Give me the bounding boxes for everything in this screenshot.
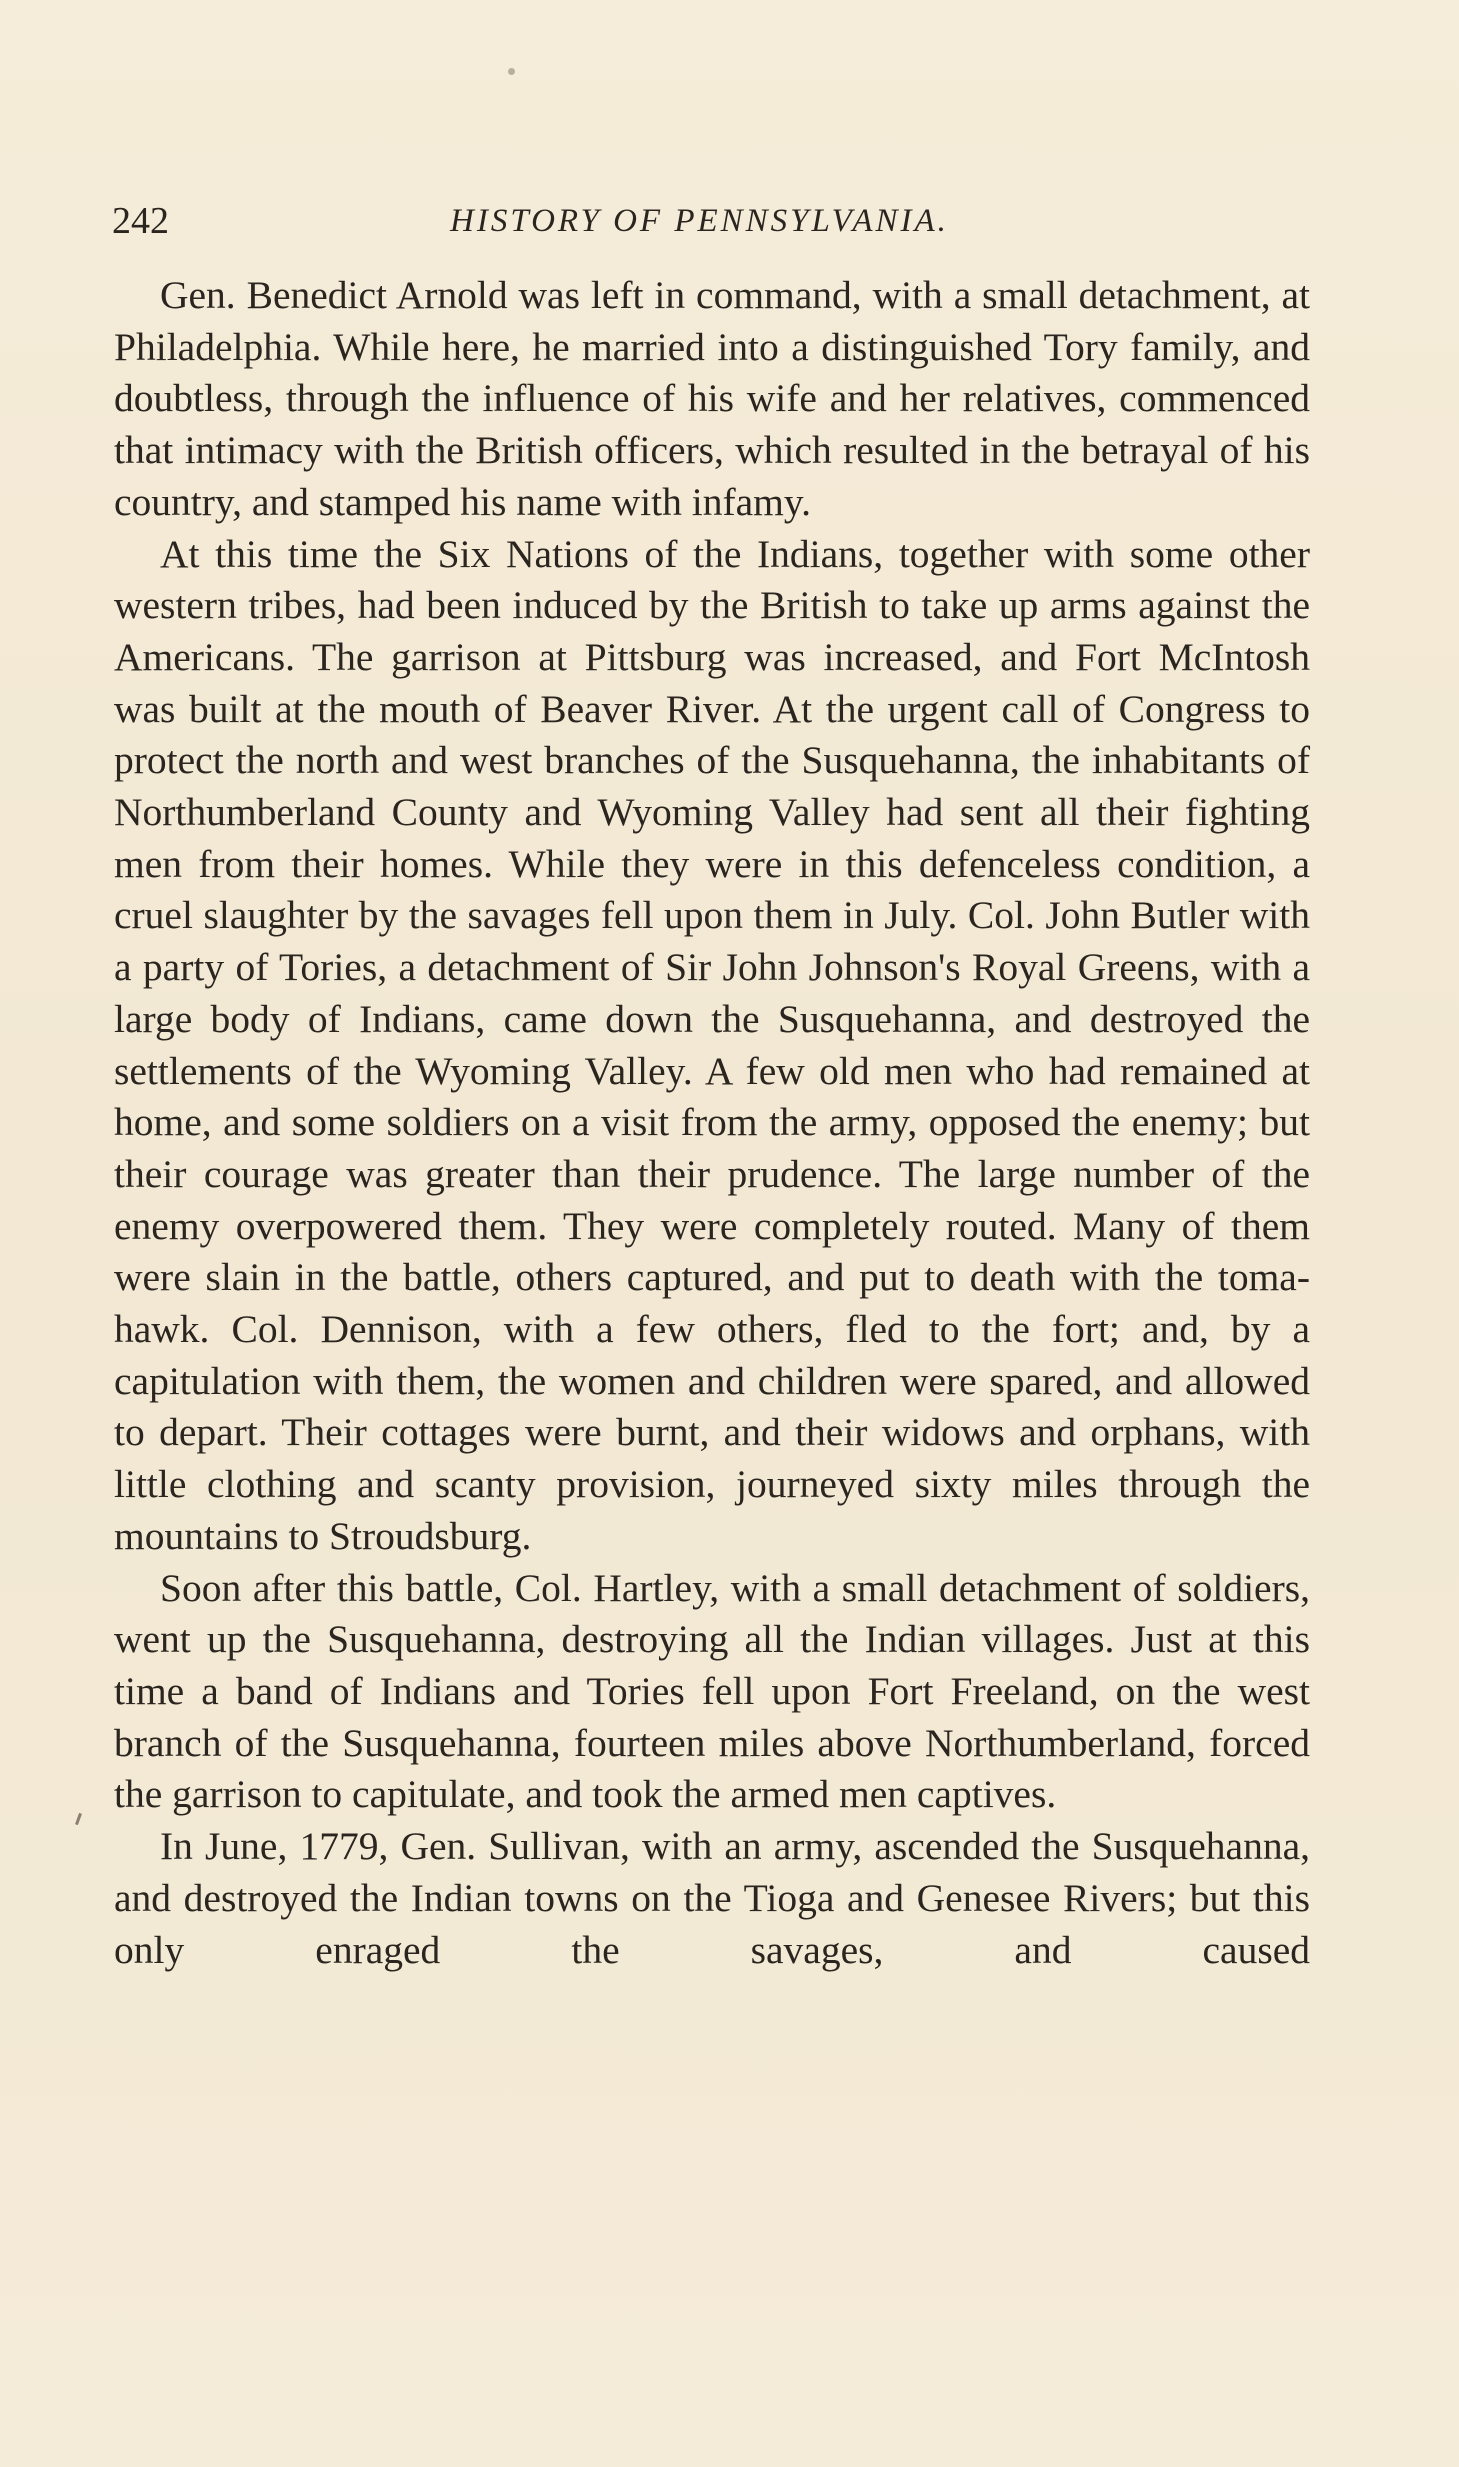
page-header xyxy=(112,196,1322,246)
page-number: 242 xyxy=(112,200,169,242)
running-head: HISTORY OF PENNSYLVANIA. xyxy=(450,203,949,239)
paragraph-arnold: Gen. Benedict Arnold was left in command, with a small detachment, at Philadelphia. While here, he married into a distinguished Tory family, and doubtless, through the influence of his wife and her relatives, commenced that intimacy with the British officers, which resulted in the betrayal of his country, and stamped his name with infamy. xyxy=(114,273,1310,524)
paragraph-six-nations: At this time the Six Nations of the Indians, together with some other western tribes, had been induced by the British to take up arms against the Americans. The garrison at Pittsburg was increased, and Fort McIntosh was built at the mouth of Beaver River. At the urgent call of Congress to protect the north and west branches of the Susquehanna, the inhabitants of Northumberland County and Wyoming Valley had sent all their fighting men from their homes. While they were in this defenceless condition, a cruel slaughter by the savages fell upon them in July. Col. John Butler with a party of Tories, a detachment of Sir John Johnson's Royal Greens, with a large body of Indians, came down the Susquehanna, and destroyed the settlements of the Wyoming Valley. A few old men who had remained at home, and some soldiers on a visit from the army, opposed the enemy; but their courage was greater than their prudence. The large number of the enemy overpowered them. They were completely routed. Many of them were slain in the battle, others captured, and put to death with the tomahawk. Col. Dennison, with a few others, fled to the fort; and, by a capitulation with them, the women and children were spared, and allowed to depart. Their cottages were burnt, and their widows and orphans, with little clothing and scanty provision, journeyed sixty miles through the mountains to Stroudsburg. xyxy=(114,531,1310,1558)
margin-mark xyxy=(75,1813,82,1825)
body-text xyxy=(114,270,1310,1976)
paragraph-sullivan: In June, 1779, Gen. Sullivan, with an army, ascended the Susquehanna, and destroyed the Indian towns on the Tioga and Genesee Rivers; but this only enraged the savages, and caused xyxy=(114,1824,1310,1972)
ink-speck xyxy=(508,68,515,75)
paragraph-hartley: Soon after this battle, Col. Hartley, with a small detachment of soldiers, went up the Susquehanna, destroying all the Indian villages. Just at this time a band of Indians and Tories fell upon Fort Freeland, on the west branch of the Susquehanna, fourteen miles above Northumberland, forced the garrison to capitulate, and took the armed men captives. xyxy=(114,1565,1310,1817)
